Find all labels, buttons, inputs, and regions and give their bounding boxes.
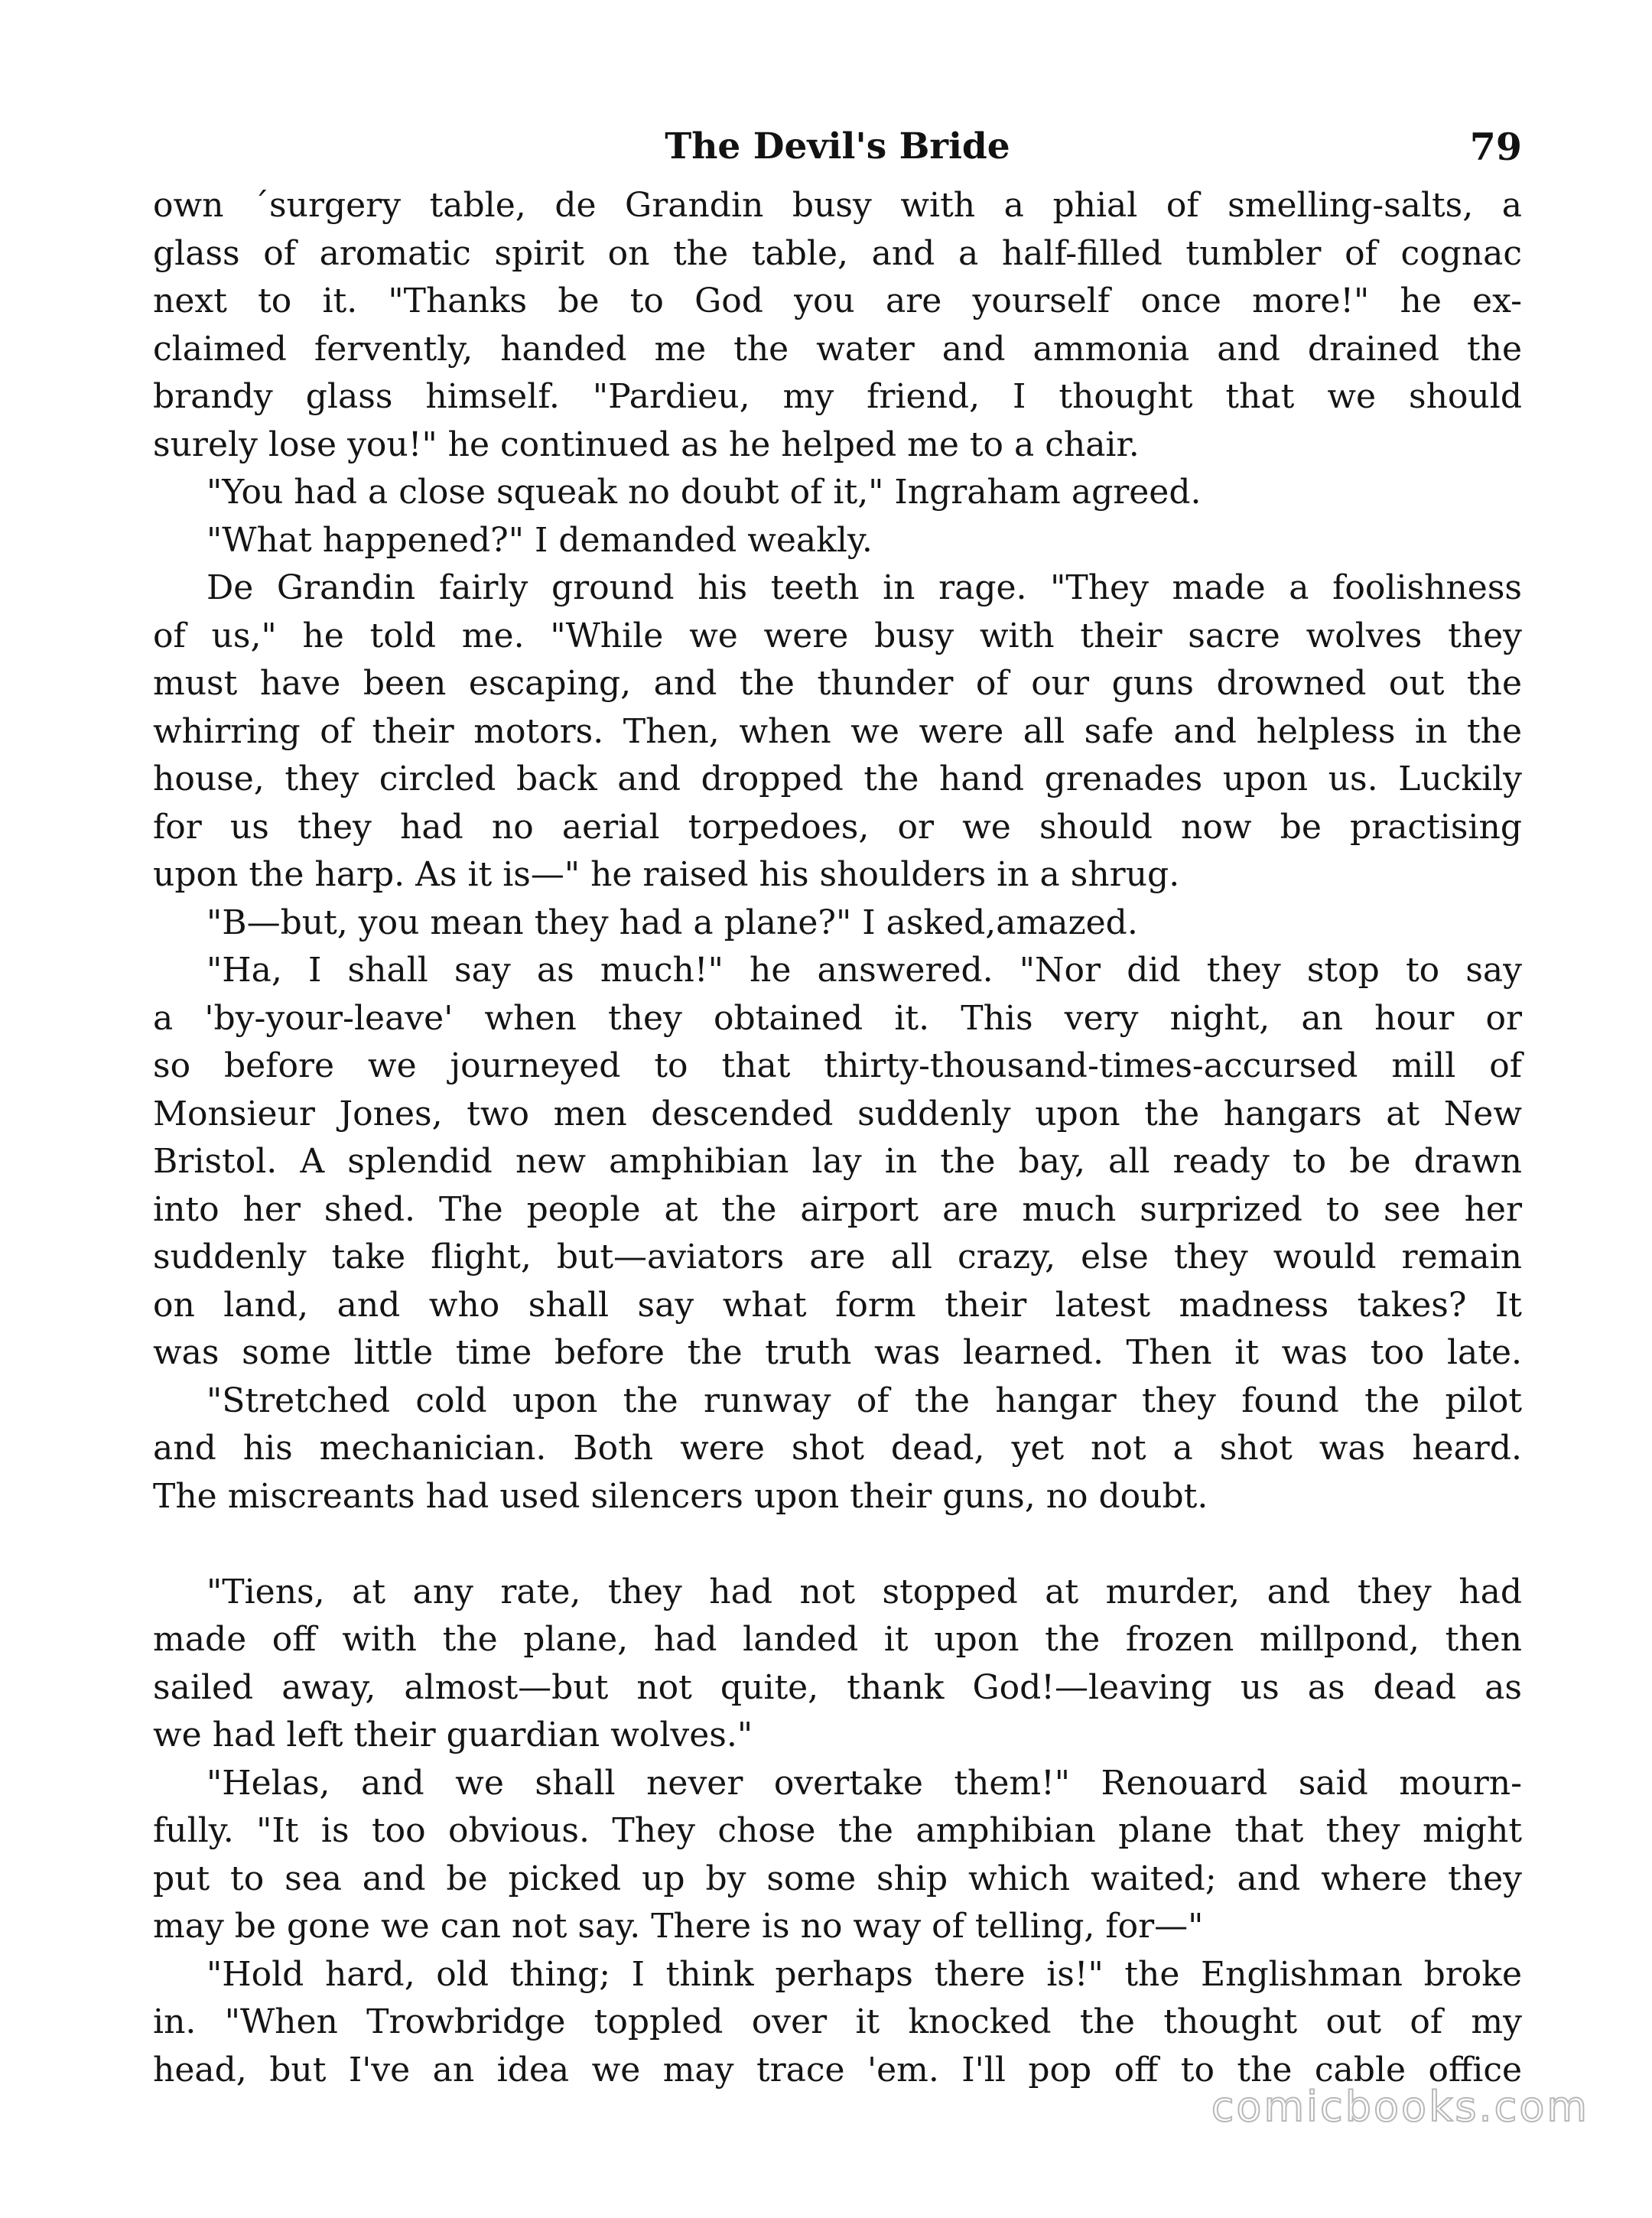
text-line: surely lose you!" he continued as he helped me to a chair. (153, 424, 1140, 464)
text-line: may be gone we can not say. There is no way of telling, for—" (153, 1907, 1204, 1946)
text-line: The miscreants had used silencers upon their guns, no doubt. (153, 1476, 1208, 1516)
text-line: glass of aromatic spirit on the table, and a half-filled tumbler of cognac (153, 233, 1522, 273)
watermark: comicbooks.com (1211, 2083, 1589, 2131)
text-line: sailed away, almost—but not quite, thank God!—leaving us as dead as (153, 1667, 1522, 1707)
text-line: De Grandin fairly ground his teeth in rage. "They made a foolishness (206, 568, 1522, 607)
text-line: own ´surgery table, de Grandin busy with a phial of smelling-salts, a (153, 186, 1522, 225)
text-line: fully. "It is too obvious. They chose the amphibian plane that they might (153, 1811, 1522, 1850)
text-line: "Tiens, at any rate, they had not stopped at murder, and they had (206, 1572, 1522, 1611)
text-line: Bristol. A splendid new amphibian lay in the bay, all ready to be drawn (153, 1142, 1522, 1181)
text-line: on land, and who shall say what form their latest madness takes? It (153, 1285, 1522, 1325)
text-line: we had left their guardian wolves." (153, 1716, 753, 1755)
text-line: and his mechanician. Both were shot dead, yet not a shot was heard. (153, 1429, 1522, 1468)
text-line: "You had a close squeak no doubt of it," Ingraham agreed. (206, 473, 1202, 512)
text-line: so before we journeyed to that thirty-thousand-times-accursed mill of (153, 1046, 1522, 1085)
text-line: "Helas, and we shall never overtake them!" Renouard said mourn- (206, 1763, 1522, 1803)
text-line: of us," he told me. "While we were busy with their sacre wolves they (153, 616, 1522, 655)
text-line: house, they circled back and dropped the hand grenades upon us. Luckily (153, 759, 1522, 798)
text-line: brandy glass himself. "Pardieu, my friend, I thought that we should (153, 377, 1522, 416)
chapter-title: The Devil's Bride (665, 125, 1010, 167)
section-gap (153, 1520, 1522, 1569)
text-line: next to it. "Thanks be to God you are yourself once more!" he ex- (153, 281, 1522, 320)
text-line: "What happened?" I demanded weakly. (206, 520, 873, 560)
text-line: was some little time before the truth was learned. Then it was too late. (153, 1333, 1522, 1372)
text-line: made off with the plane, had landed it upon the frozen millpond, then (153, 1620, 1522, 1659)
text-line: "Hold hard, old thing; I think perhaps there is!" the Englishman broke (206, 1954, 1522, 1994)
text-line: "B—but, you mean they had a plane?" I asked,amazed. (206, 902, 1138, 942)
text-line: Monsieur Jones, two men descended suddenly upon the hangars at New (153, 1094, 1522, 1133)
text-line: must have been escaping, and the thunder of our guns drowned out the (153, 664, 1522, 703)
text-line: put to sea and be picked up by some ship which waited; and where they (153, 1859, 1522, 1898)
running-header (153, 116, 1522, 177)
text-line: for us they had no aerial torpedoes, or we should now be practising (153, 807, 1522, 847)
text-line: upon the harp. As it is—" he raised his shoulders in a shrug. (153, 855, 1180, 894)
body-text (153, 182, 1522, 2094)
text-line: a 'by-your-leave' when they obtained it. This very night, an hour or (153, 998, 1522, 1038)
text-line: head, but I've an idea we may trace 'em. I'll pop off to the cable office (153, 2050, 1522, 2090)
text-line: "Stretched cold upon the runway of the hangar they found the pilot (206, 1381, 1522, 1420)
text-line: whirring of their motors. Then, when we were all safe and helpless in the (153, 711, 1522, 751)
text-line: claimed fervently, handed me the water and ammonia and drained the (153, 329, 1522, 369)
text-line: in. "When Trowbridge toppled over it knocked the thought out of my (153, 2002, 1522, 2041)
text-line: suddenly take flight, but—aviators are all crazy, else they would remain (153, 1237, 1522, 1276)
text-line: "Ha, I shall say as much!" he answered. "Nor did they stop to say (206, 951, 1522, 990)
page-number: 79 (1469, 125, 1522, 169)
text-line: into her shed. The people at the airport are much surprized to see her (153, 1189, 1522, 1229)
